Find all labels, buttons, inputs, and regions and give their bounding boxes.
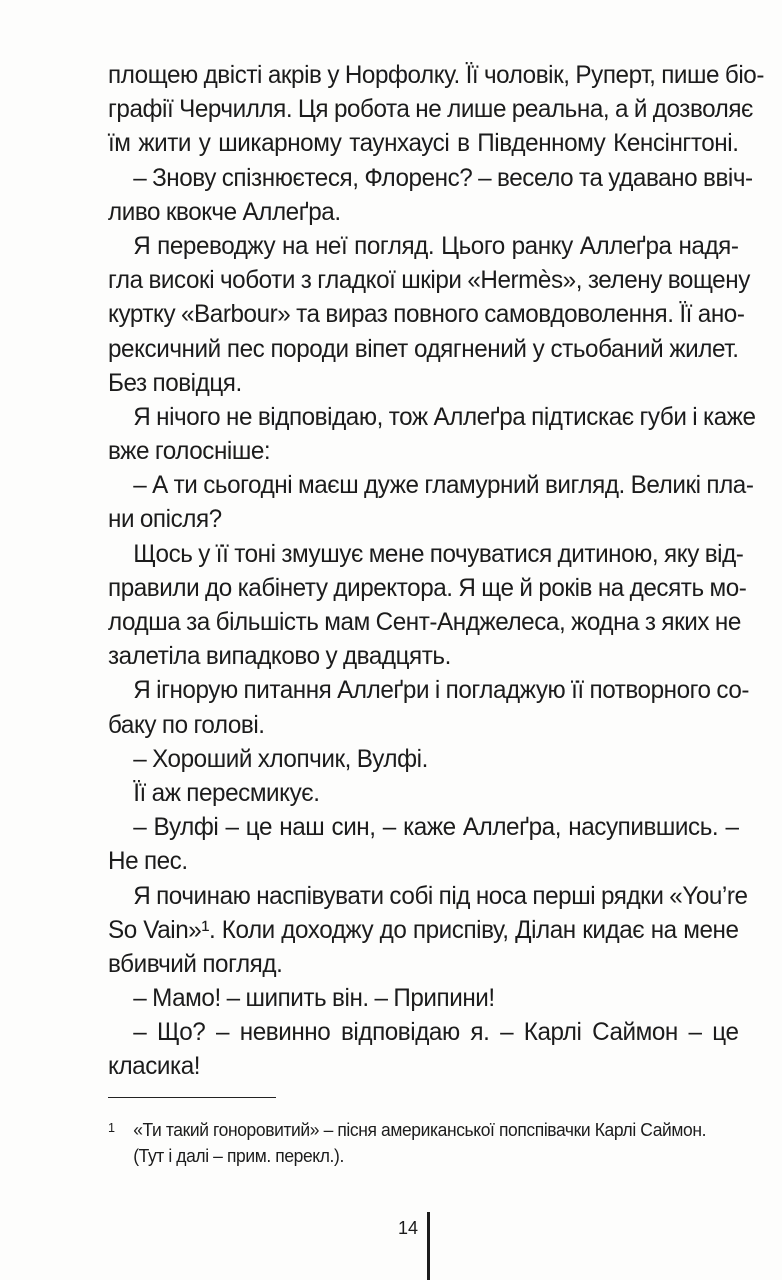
body-text-line: графії Черчилля. Ця робота не лише реальна, а й дозволяє — [108, 95, 754, 124]
footnote — [108, 1117, 748, 1169]
body-text-line: куртку «Barbour» та вираз повного самовдоволення. Її ано- — [108, 300, 745, 329]
body-text-line: лодша за більшість мам Сент-Анджелеса, жодна з яких не — [108, 608, 741, 636]
body-text-line: гла високі чоботи з гладкої шкіри «Hermès», зелену вощену — [108, 266, 750, 295]
body-text-line: їм жити у шикарному таунхаусі в Південному Кенсінгтоні. — [108, 129, 739, 158]
body-text-line: класика! — [108, 1052, 201, 1081]
body-text-line: Я ігнорую питання Аллеґри і погладжую її потворного со- — [133, 676, 750, 705]
body-text-line: правили до кабінету директора. Я ще й років на десять мо- — [108, 573, 747, 602]
body-text-line: Я починаю наспівувати собі під носа перші рядки «You’re — [133, 881, 748, 910]
body-text-line: – А ти сьогодні маєш дуже гламурний вигляд. Великі пла- — [133, 471, 754, 500]
body-text-line: So Vain»¹. Коли доходжу до приспіву, Ділан кидає на мене — [108, 915, 739, 944]
page-number: 14 — [398, 1218, 419, 1238]
body-text-line: Не пес. — [108, 847, 188, 876]
body-text-line: – Знову спізнюєтеся, Флоренс? – весело та удавано ввіч- — [133, 163, 753, 192]
body-text-line: Її аж пересмикує. — [133, 778, 320, 807]
body-text-line: – Хороший хлопчик, Вулфі. — [133, 744, 428, 773]
body-text-line: – Мамо! – шипить він. – Припини! — [133, 984, 495, 1013]
body-text-line: залетіла випадково у двадцять. — [108, 642, 451, 671]
body-text-line: Щось у її тоні змушує мене почуватися дитиною, яку від- — [133, 539, 744, 568]
footnote-divider — [108, 1097, 276, 1098]
body-text-line: баку по голові. — [108, 710, 265, 739]
body-text-line: – Що? – невинно відповідаю я. – Карлі Саймон – це — [133, 1018, 739, 1047]
body-text-line: вбивчий погляд. — [108, 949, 283, 978]
body-text-line: ливо квокче Аллеґра. — [108, 197, 341, 226]
footnote-text-line-2: (Тут і далі – прим. перекл.). — [133, 1146, 344, 1166]
body-text-line: ни опісля? — [108, 505, 222, 534]
body-text-line: – Вулфі – це наш син, – каже Аллеґра, насупившись. – — [133, 813, 739, 842]
footnote-marker: 1 — [108, 1120, 115, 1135]
body-text-line: Я нічого не відповідаю, тож Аллеґра підтискає губи і каже — [133, 402, 756, 431]
body-text-line: Я переводжу на неї погляд. Цього ранку Аллеґра надя- — [133, 231, 739, 260]
body-text-line: вже голосніше: — [108, 437, 271, 466]
body-text-line: рексичний пес породи віпет одягнений у стьобаний жилет. — [108, 334, 739, 363]
body-text-line: Без повідця. — [108, 368, 242, 397]
body-text — [108, 58, 764, 1084]
body-text-line: площею двісті акрів у Норфолку. Її чоловік, Руперт, пише біо- — [108, 61, 764, 89]
page-number-bar — [427, 1212, 430, 1280]
footnote-text-line-1: «Ти такий гоноровитий» – пісня американської попспівачки Карлі Саймон. — [133, 1120, 707, 1140]
